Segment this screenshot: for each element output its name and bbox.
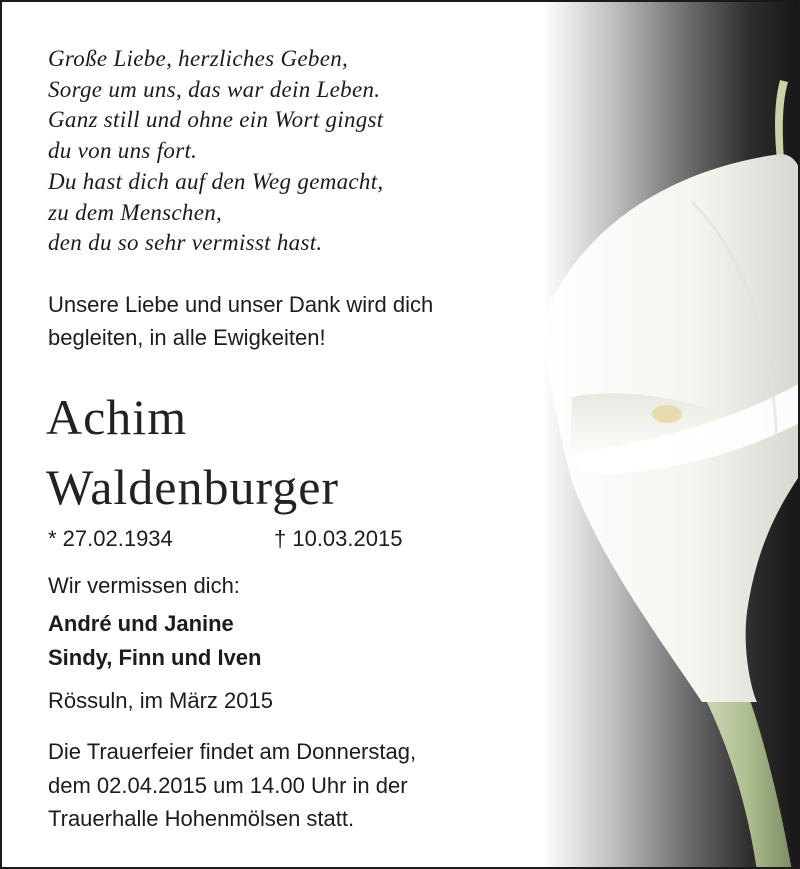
funeral-line: dem 02.04.2015 um 14.00 Uhr in der bbox=[48, 772, 408, 798]
poem-line: du von uns fort. bbox=[48, 138, 198, 164]
funeral-line: Die Trauerfeier findet am Donnerstag, bbox=[48, 739, 417, 764]
funeral-line: Trauerhalle Hohenmölsen statt. bbox=[48, 806, 355, 831]
deceased-last-name: Waldenburger bbox=[46, 459, 340, 515]
poem bbox=[48, 44, 384, 259]
calla-lily-icon bbox=[542, 2, 800, 869]
poem-line: Du hast dich auf den Weg gemacht, bbox=[48, 168, 384, 194]
gratitude-line: Unsere Liebe und unser Dank wird dich bbox=[48, 292, 434, 317]
poem-line: Große Liebe, herzliches Geben, bbox=[48, 46, 349, 71]
birth-date: * 27.02.1934 bbox=[48, 526, 173, 551]
gratitude-line: begleiten, in alle Ewigkeiten! bbox=[48, 325, 326, 350]
poem-line: Ganz still und ohne ein Wort gingst bbox=[48, 107, 384, 133]
mourners-list bbox=[48, 607, 261, 675]
place-date: Rössuln, im März 2015 bbox=[48, 688, 273, 713]
funeral-notice bbox=[48, 735, 416, 836]
mourner-name: Sindy, Finn und Iven bbox=[48, 645, 262, 670]
calla-lily-photo bbox=[542, 2, 800, 869]
gratitude-text bbox=[48, 288, 433, 354]
poem-line: Sorge um uns, das war dein Leben. bbox=[48, 76, 381, 102]
mourner-name: André und Janine bbox=[48, 611, 234, 636]
deceased-first-name: Achim bbox=[46, 389, 188, 445]
death-date: † 10.03.2015 bbox=[274, 526, 403, 551]
mourners-heading: Wir vermissen dich: bbox=[48, 573, 240, 598]
deceased-name bbox=[46, 382, 339, 522]
poem-line: den du so sehr vermisst hast. bbox=[48, 230, 323, 256]
poem-line: zu dem Menschen, bbox=[48, 199, 223, 225]
